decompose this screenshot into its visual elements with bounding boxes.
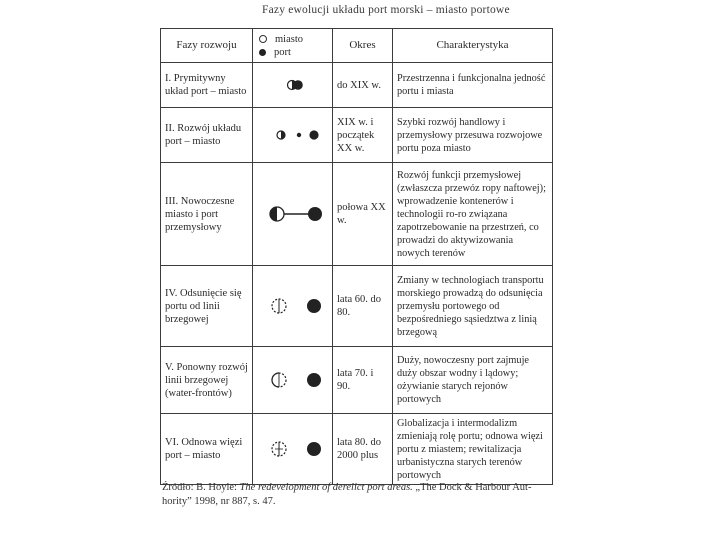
separated-diagram-icon	[257, 268, 337, 344]
merged-diagram-icon	[257, 65, 337, 105]
phase-cell: II. Rozwój układu port – miasto	[161, 108, 253, 163]
phase-cell: III. Nowoczesne miasto i port przemysłowy	[161, 163, 253, 266]
diagram-cell	[253, 347, 333, 414]
source-work-title: The redevelopment of derelict port areas.	[239, 482, 413, 493]
period-cell: do XIX w.	[333, 63, 393, 108]
table-row	[161, 414, 553, 485]
table-row	[161, 108, 553, 163]
legend-city-label: miasto	[275, 33, 303, 45]
port-city-phases-table	[160, 28, 553, 485]
phase-cell: IV. Odsunięcie się portu od linii brzegowej	[161, 266, 253, 347]
diagram-cell	[253, 63, 333, 108]
source-journal: „The Dock & Harbour Aut-	[412, 482, 532, 493]
header-characteristics: Charakterystyka	[393, 29, 553, 63]
period-cell: lata 60. do 80.	[333, 266, 393, 347]
legend-port-label: port	[274, 46, 291, 58]
source-details: hority” 1998, nr 887, s. 47.	[162, 496, 276, 507]
diagram-cell	[253, 108, 333, 163]
characteristics-cell: Rozwój funkcji przemysłowej (zwłaszcza przewóz ropy naftowej); wprowadzenie kontenerów i technologii ro-ro związana zapotrzebowanie na przestrzeń, co prowadzi do aktywizowania nowych terenów	[393, 163, 553, 266]
source-prefix: Źródło: B. Hoyle:	[162, 482, 240, 493]
header-row	[161, 29, 553, 63]
header-period: Okres	[333, 29, 393, 63]
table-row	[161, 163, 553, 266]
period-cell: XIX w. i początek XX w.	[333, 108, 393, 163]
characteristics-cell: Szybki rozwój handlowy i przemysłowy przesuwa rozwojowe portu poza miasto	[393, 108, 553, 163]
legend-port	[257, 46, 328, 59]
source-citation	[162, 481, 562, 509]
characteristics-cell: Zmiany w technologiach transportu morskiego prowadzą do odsunięcia przemysłu portowego od bezpośredniego sąsiedztwa z linią brzegową	[393, 266, 553, 347]
characteristics-cell: Przestrzenna i funkcjonalna jedność portu i miasta	[393, 63, 553, 108]
open-circle-icon	[259, 35, 267, 43]
figure-title: Fazy ewolucji układu port morski – miasto portowe	[262, 4, 510, 16]
characteristics-cell: Globalizacja i intermodalizm zmieniają rolę portu; odnowa więzi portu z miastem; rewitalizacja urbanistyczna starych terenów portowych	[393, 414, 553, 485]
phase-cell: V. Ponowny rozwój linii brzegowej (water-frontów)	[161, 347, 253, 414]
connected-diagram-icon	[257, 165, 337, 263]
renewed-diagram-icon	[257, 416, 337, 482]
small-separated-diagram-icon	[257, 110, 337, 160]
period-cell: lata 80. do 2000 plus	[333, 414, 393, 485]
phase-cell: VI. Odnowa więzi port – miasto	[161, 414, 253, 485]
period-cell: połowa XX w.	[333, 163, 393, 266]
table-row	[161, 347, 553, 414]
diagram-cell	[253, 266, 333, 347]
legend-city	[257, 33, 328, 46]
filled-circle-icon	[259, 49, 266, 56]
period-cell: lata 70. i 90.	[333, 347, 393, 414]
separated-diagram-icon	[257, 349, 337, 411]
header-legend	[253, 29, 333, 63]
header-phases: Fazy rozwoju	[161, 29, 253, 63]
diagram-cell	[253, 163, 333, 266]
diagram-cell	[253, 414, 333, 485]
characteristics-cell: Duży, nowoczesny port zajmuje duży obszar wodny i lądowy; ożywianie starych rejonów portowych	[393, 347, 553, 414]
table-row	[161, 63, 553, 108]
phase-cell: I. Prymitywny układ port – miasto	[161, 63, 253, 108]
table-row	[161, 266, 553, 347]
